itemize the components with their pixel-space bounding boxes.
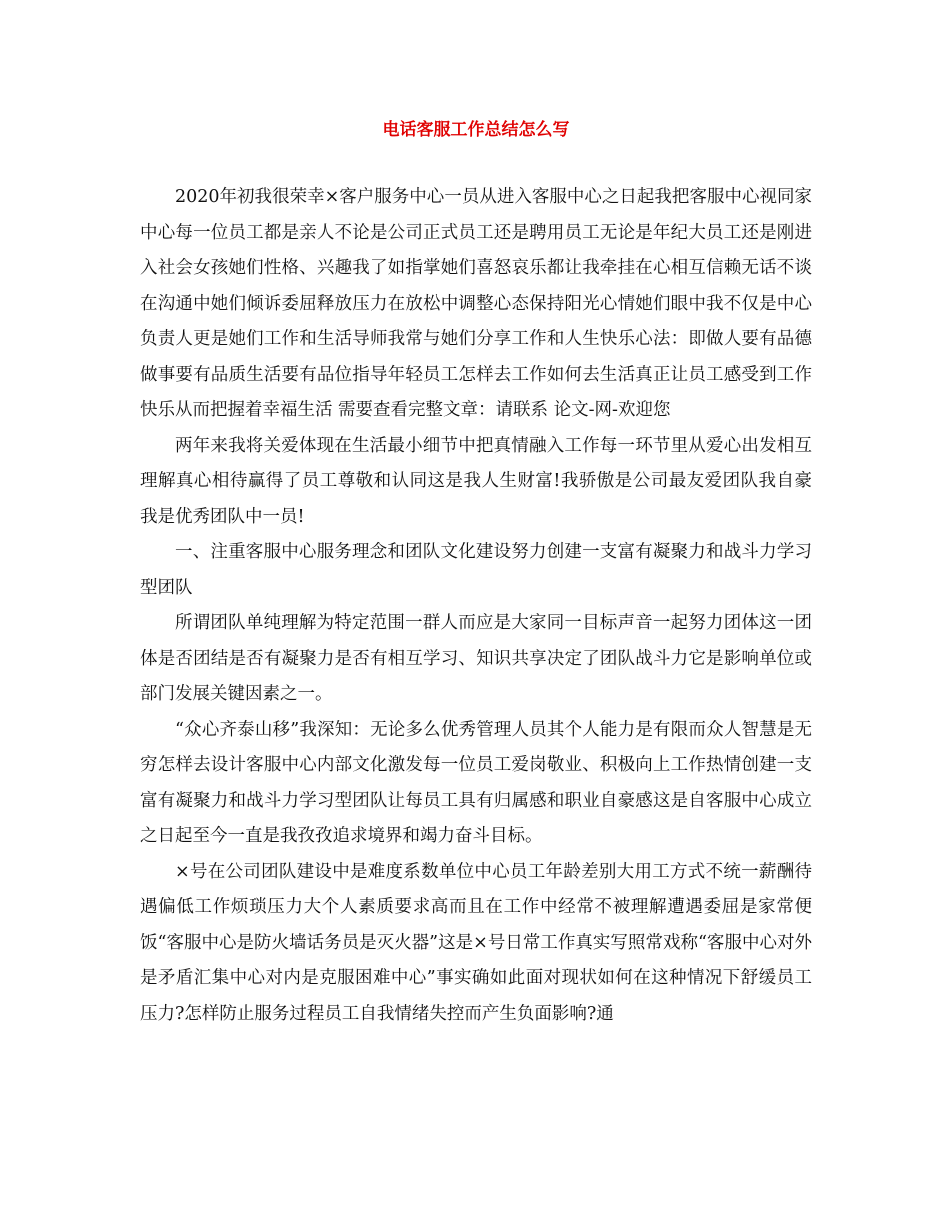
paragraph-intro: 2020年初我很荣幸×客户服务中心一员从进入客服中心之日起我把客服中心视同家中心每一位员工都是亲人不论是公司正式员工还是聘用员工无论是年纪大员工还是刚进入社会女孩她们性格、兴趣我了如指掌她们喜怒哀乐都让我牵挂在心相互信赖无话不谈在沟通中她们倾诉委屈释放压力在放松中调整心态保持阳光心情她们眼中我不仅是中心负责人更是她们工作和生活导师我常与她们分享工作和人生快乐心法：即做人要有品德做事要有品质生活要有品位指导年轻员工怎样去工作如何去生活真正让员工感受到工作快乐从而把握着幸福生活 需要查看完整文章：请联系 论文-网-欢迎您 (140, 187, 812, 420)
document-title: 电话客服工作总结怎么写 (382, 120, 570, 140)
section-heading-one: 一、注重客服中心服务理念和团队文化建设努力创建一支富有凝聚力和战斗力学习型团队 (140, 542, 812, 598)
document-page (140, 118, 812, 1032)
paragraph-team-culture: “众心齐泰山移”我深知：无论多么优秀管理人员其个人能力是有限而众人智慧是无穷怎样去设计客服中心内部文化激发每一位员工爱岗敬业、积极向上工作热情创建一支富有凝聚力和战斗力学习型团队让每员工具有归属感和职业自豪感这是自客服中心成立之日起至今一直是我孜孜追求境界和竭力奋斗目标。 (140, 719, 812, 846)
paragraph-two-years: 两年来我将关爱体现在生活最小细节中把真情融入工作每一环节里从爱心出发相互理解真心相待赢得了员工尊敬和认同这是我人生财富!我骄傲是公司最友爱团队我自豪我是优秀团队中一员! (140, 435, 812, 527)
paragraph-team-definition: 所谓团队单纯理解为特定范围一群人而应是大家同一目标声音一起努力团体这一团体是否团结是否有凝聚力是否有相互学习、知识共享决定了团队战斗力它是影响单位或部门发展关键因素之一。 (140, 613, 812, 704)
paragraph-challenges: ×号在公司团队建设中是难度系数单位中心员工年龄差别大用工方式不统一薪酬待遇偏低工作烦琐压力大个人素质要求高而且在工作中经常不被理解遭遇委屈是家常便饭“客服中心是防火墙话务员是灭火器”这是×号日常工作真实写照常戏称“客服中心对外是矛盾汇集中心对内是克服困难中心”事实确如此面对现状如何在这种情况下舒缓员工压力?怎样防止服务过程员工自我情绪失控而产生负面影响?通 (140, 861, 812, 1024)
